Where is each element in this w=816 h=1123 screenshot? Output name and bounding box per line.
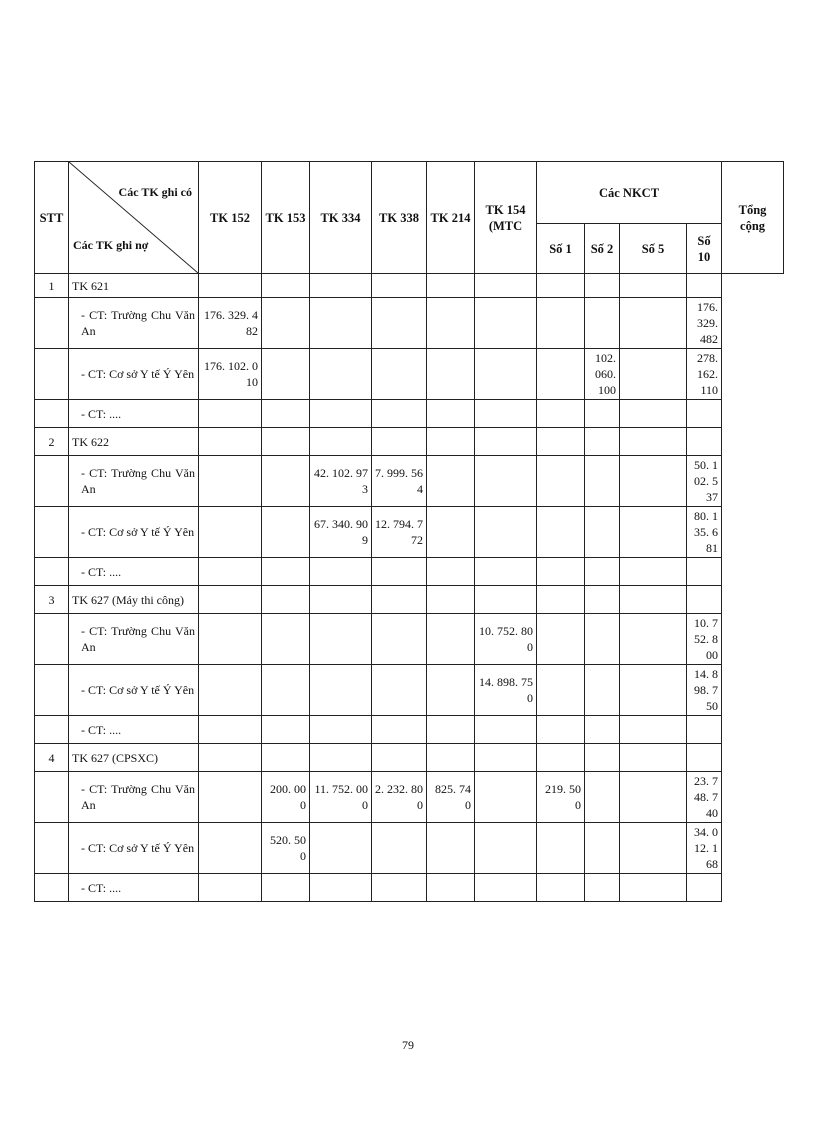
account-name-cell: - CT: Trường Chu Văn An — [69, 298, 199, 349]
total-cell: 14. 898. 750 — [687, 665, 722, 716]
value-cell — [199, 874, 262, 902]
nkct-header: Các NKCT — [537, 162, 722, 224]
value-cell — [475, 823, 537, 874]
value-cell — [620, 586, 687, 614]
value-cell — [372, 874, 427, 902]
debit-accounts-label: Các TK ghi nợ — [73, 238, 149, 252]
value-cell — [537, 298, 585, 349]
cost-allocation-table — [34, 161, 784, 902]
table-row — [35, 744, 784, 772]
value-cell — [262, 716, 310, 744]
value-cell: 102. 060. 100 — [585, 349, 620, 400]
value-cell — [262, 428, 310, 456]
table-row — [35, 586, 784, 614]
value-cell — [372, 298, 427, 349]
stt-cell: 4 — [35, 744, 69, 772]
stt-cell — [35, 298, 69, 349]
value-cell — [475, 744, 537, 772]
value-cell — [620, 558, 687, 586]
value-cell — [199, 456, 262, 507]
total-cell: 80. 135. 681 — [687, 507, 722, 558]
value-cell — [585, 772, 620, 823]
value-cell — [537, 456, 585, 507]
value-cell — [372, 400, 427, 428]
value-cell — [427, 428, 475, 456]
value-cell — [199, 400, 262, 428]
value-cell — [310, 298, 372, 349]
value-cell: 7. 999. 564 — [372, 456, 427, 507]
value-cell — [585, 400, 620, 428]
value-cell — [427, 716, 475, 744]
value-cell: 2. 232. 800 — [372, 772, 427, 823]
value-cell — [427, 558, 475, 586]
value-cell — [620, 772, 687, 823]
value-cell — [585, 298, 620, 349]
value-cell — [620, 349, 687, 400]
value-cell — [199, 716, 262, 744]
value-cell — [585, 874, 620, 902]
stt-cell: 3 — [35, 586, 69, 614]
total-cell: 34. 012. 168 — [687, 823, 722, 874]
value-cell — [585, 823, 620, 874]
stt-cell — [35, 507, 69, 558]
stt-cell — [35, 400, 69, 428]
value-cell: 825. 740 — [427, 772, 475, 823]
value-cell — [310, 428, 372, 456]
total-cell: 278. 162. 110 — [687, 349, 722, 400]
value-cell: 14. 898. 750 — [475, 665, 537, 716]
value-cell — [537, 874, 585, 902]
account-name-cell: - CT: Trường Chu Văn An — [69, 456, 199, 507]
value-cell — [620, 507, 687, 558]
table-row — [35, 665, 784, 716]
account-name-cell: - CT: .... — [69, 558, 199, 586]
value-cell: 11. 752. 000 — [310, 772, 372, 823]
value-cell — [427, 823, 475, 874]
value-cell — [199, 614, 262, 665]
value-cell — [262, 744, 310, 772]
value-cell — [310, 349, 372, 400]
value-cell — [372, 558, 427, 586]
stt-cell — [35, 823, 69, 874]
value-cell — [372, 665, 427, 716]
value-cell: 176. 102. 010 — [199, 349, 262, 400]
value-cell — [427, 586, 475, 614]
total-header: Tổng cộng — [722, 162, 784, 274]
diagonal-line — [69, 162, 198, 273]
value-cell: 10. 752. 800 — [475, 614, 537, 665]
table-row — [35, 400, 784, 428]
table-row — [35, 298, 784, 349]
total-cell — [687, 558, 722, 586]
value-cell — [585, 274, 620, 298]
value-cell — [620, 823, 687, 874]
value-cell — [537, 665, 585, 716]
tk152-header: TK 152 — [199, 162, 262, 274]
total-cell — [687, 428, 722, 456]
value-cell — [262, 507, 310, 558]
total-cell — [687, 716, 722, 744]
value-cell — [537, 349, 585, 400]
table-row — [35, 274, 784, 298]
value-cell — [199, 558, 262, 586]
table-row — [35, 772, 784, 823]
stt-cell — [35, 665, 69, 716]
so2-header: Số 2 — [585, 224, 620, 274]
total-cell — [687, 744, 722, 772]
value-cell — [199, 744, 262, 772]
value-cell — [427, 349, 475, 400]
value-cell — [475, 558, 537, 586]
value-cell — [537, 586, 585, 614]
value-cell — [310, 665, 372, 716]
value-cell — [310, 614, 372, 665]
table-row — [35, 349, 784, 400]
total-cell — [687, 274, 722, 298]
value-cell — [262, 874, 310, 902]
value-cell — [199, 665, 262, 716]
value-cell — [427, 744, 475, 772]
value-cell: 42. 102. 973 — [310, 456, 372, 507]
account-name-cell: TK 627 (Máy thi công) — [69, 586, 199, 614]
diagonal-header — [69, 162, 199, 274]
value-cell: 219. 500 — [537, 772, 585, 823]
value-cell — [537, 744, 585, 772]
value-cell — [475, 298, 537, 349]
value-cell — [475, 772, 537, 823]
account-name-cell: - CT: .... — [69, 400, 199, 428]
value-cell — [262, 614, 310, 665]
value-cell — [427, 400, 475, 428]
value-cell — [537, 428, 585, 456]
value-cell — [620, 614, 687, 665]
value-cell — [427, 874, 475, 902]
account-name-cell: - CT: Cơ sở Y tế Ý Yên — [69, 823, 199, 874]
value-cell — [475, 874, 537, 902]
tk153-header: TK 153 — [262, 162, 310, 274]
value-cell — [537, 823, 585, 874]
account-name-cell: - CT: Cơ sở Y tế Ý Yên — [69, 349, 199, 400]
value-cell — [620, 298, 687, 349]
account-name-cell: - CT: Trường Chu Văn An — [69, 772, 199, 823]
value-cell — [620, 874, 687, 902]
value-cell — [427, 665, 475, 716]
value-cell — [310, 716, 372, 744]
value-cell — [475, 586, 537, 614]
value-cell — [475, 456, 537, 507]
value-cell — [585, 716, 620, 744]
value-cell — [537, 716, 585, 744]
value-cell — [585, 665, 620, 716]
value-cell — [475, 428, 537, 456]
account-name-cell: - CT: Cơ sở Y tế Ý Yên — [69, 507, 199, 558]
total-cell — [687, 874, 722, 902]
value-cell — [620, 428, 687, 456]
value-cell — [310, 874, 372, 902]
value-cell — [310, 586, 372, 614]
value-cell — [372, 349, 427, 400]
stt-cell — [35, 349, 69, 400]
so1-header: Số 1 — [537, 224, 585, 274]
tk338-header: TK 338 — [372, 162, 427, 274]
so5-header: Số 5 — [620, 224, 687, 274]
value-cell — [620, 744, 687, 772]
value-cell — [620, 274, 687, 298]
account-name-cell: TK 627 (CPSXC) — [69, 744, 199, 772]
credit-accounts-label: Các TK ghi có — [118, 185, 192, 199]
stt-header: STT — [35, 162, 69, 274]
value-cell — [585, 507, 620, 558]
value-cell: 176. 329. 482 — [199, 298, 262, 349]
value-cell — [262, 665, 310, 716]
total-cell: 176. 329. 482 — [687, 298, 722, 349]
total-cell — [687, 400, 722, 428]
value-cell — [372, 274, 427, 298]
value-cell — [427, 456, 475, 507]
value-cell — [427, 614, 475, 665]
value-cell — [310, 400, 372, 428]
so10-header: Số 10 — [687, 224, 722, 274]
value-cell — [475, 716, 537, 744]
value-cell — [620, 456, 687, 507]
stt-cell: 2 — [35, 428, 69, 456]
value-cell — [199, 507, 262, 558]
value-cell — [585, 614, 620, 665]
tk154-header: TK 154 (MTC — [475, 162, 537, 274]
value-cell — [585, 456, 620, 507]
value-cell — [427, 507, 475, 558]
value-cell: 520. 500 — [262, 823, 310, 874]
value-cell — [427, 274, 475, 298]
value-cell — [585, 586, 620, 614]
value-cell — [199, 428, 262, 456]
stt-cell — [35, 772, 69, 823]
value-cell — [262, 349, 310, 400]
value-cell — [199, 586, 262, 614]
account-name-cell: TK 621 — [69, 274, 199, 298]
value-cell: 12. 794. 772 — [372, 507, 427, 558]
value-cell — [427, 298, 475, 349]
total-cell: 23. 748. 740 — [687, 772, 722, 823]
value-cell — [537, 614, 585, 665]
value-cell — [372, 614, 427, 665]
value-cell — [310, 744, 372, 772]
value-cell — [310, 558, 372, 586]
total-cell: 50. 102. 537 — [687, 456, 722, 507]
table-row — [35, 614, 784, 665]
stt-cell: 1 — [35, 274, 69, 298]
account-name-cell: - CT: .... — [69, 874, 199, 902]
table-row — [35, 874, 784, 902]
value-cell — [262, 456, 310, 507]
total-cell: 10. 752. 800 — [687, 614, 722, 665]
stt-cell — [35, 558, 69, 586]
value-cell — [475, 400, 537, 428]
table-row — [35, 716, 784, 744]
stt-cell — [35, 716, 69, 744]
value-cell: 200. 000 — [262, 772, 310, 823]
value-cell — [372, 428, 427, 456]
value-cell — [199, 823, 262, 874]
value-cell — [262, 298, 310, 349]
table-row — [35, 456, 784, 507]
value-cell — [620, 665, 687, 716]
table-row — [35, 507, 784, 558]
value-cell — [262, 558, 310, 586]
value-cell: 67. 340. 909 — [310, 507, 372, 558]
value-cell — [310, 823, 372, 874]
header-row-1 — [35, 162, 784, 224]
value-cell — [475, 507, 537, 558]
value-cell — [585, 744, 620, 772]
value-cell — [372, 823, 427, 874]
value-cell — [585, 558, 620, 586]
table-row — [35, 823, 784, 874]
value-cell — [199, 274, 262, 298]
page-number: 79 — [402, 1038, 414, 1052]
value-cell — [537, 274, 585, 298]
value-cell — [372, 716, 427, 744]
tk334-header: TK 334 — [310, 162, 372, 274]
value-cell — [262, 274, 310, 298]
account-name-cell: TK 622 — [69, 428, 199, 456]
value-cell — [537, 400, 585, 428]
stt-cell — [35, 614, 69, 665]
value-cell — [372, 586, 427, 614]
value-cell — [537, 507, 585, 558]
value-cell — [262, 586, 310, 614]
value-cell — [372, 744, 427, 772]
value-cell — [620, 716, 687, 744]
value-cell — [199, 772, 262, 823]
table-row — [35, 428, 784, 456]
stt-cell — [35, 456, 69, 507]
table-row — [35, 558, 784, 586]
account-name-cell: - CT: Trường Chu Văn An — [69, 614, 199, 665]
value-cell — [262, 400, 310, 428]
value-cell — [537, 558, 585, 586]
account-name-cell: - CT: .... — [69, 716, 199, 744]
value-cell — [620, 400, 687, 428]
total-cell — [687, 586, 722, 614]
value-cell — [310, 274, 372, 298]
account-name-cell: - CT: Cơ sở Y tế Ý Yên — [69, 665, 199, 716]
tk214-header: TK 214 — [427, 162, 475, 274]
stt-cell — [35, 874, 69, 902]
value-cell — [475, 274, 537, 298]
value-cell — [585, 428, 620, 456]
value-cell — [475, 349, 537, 400]
